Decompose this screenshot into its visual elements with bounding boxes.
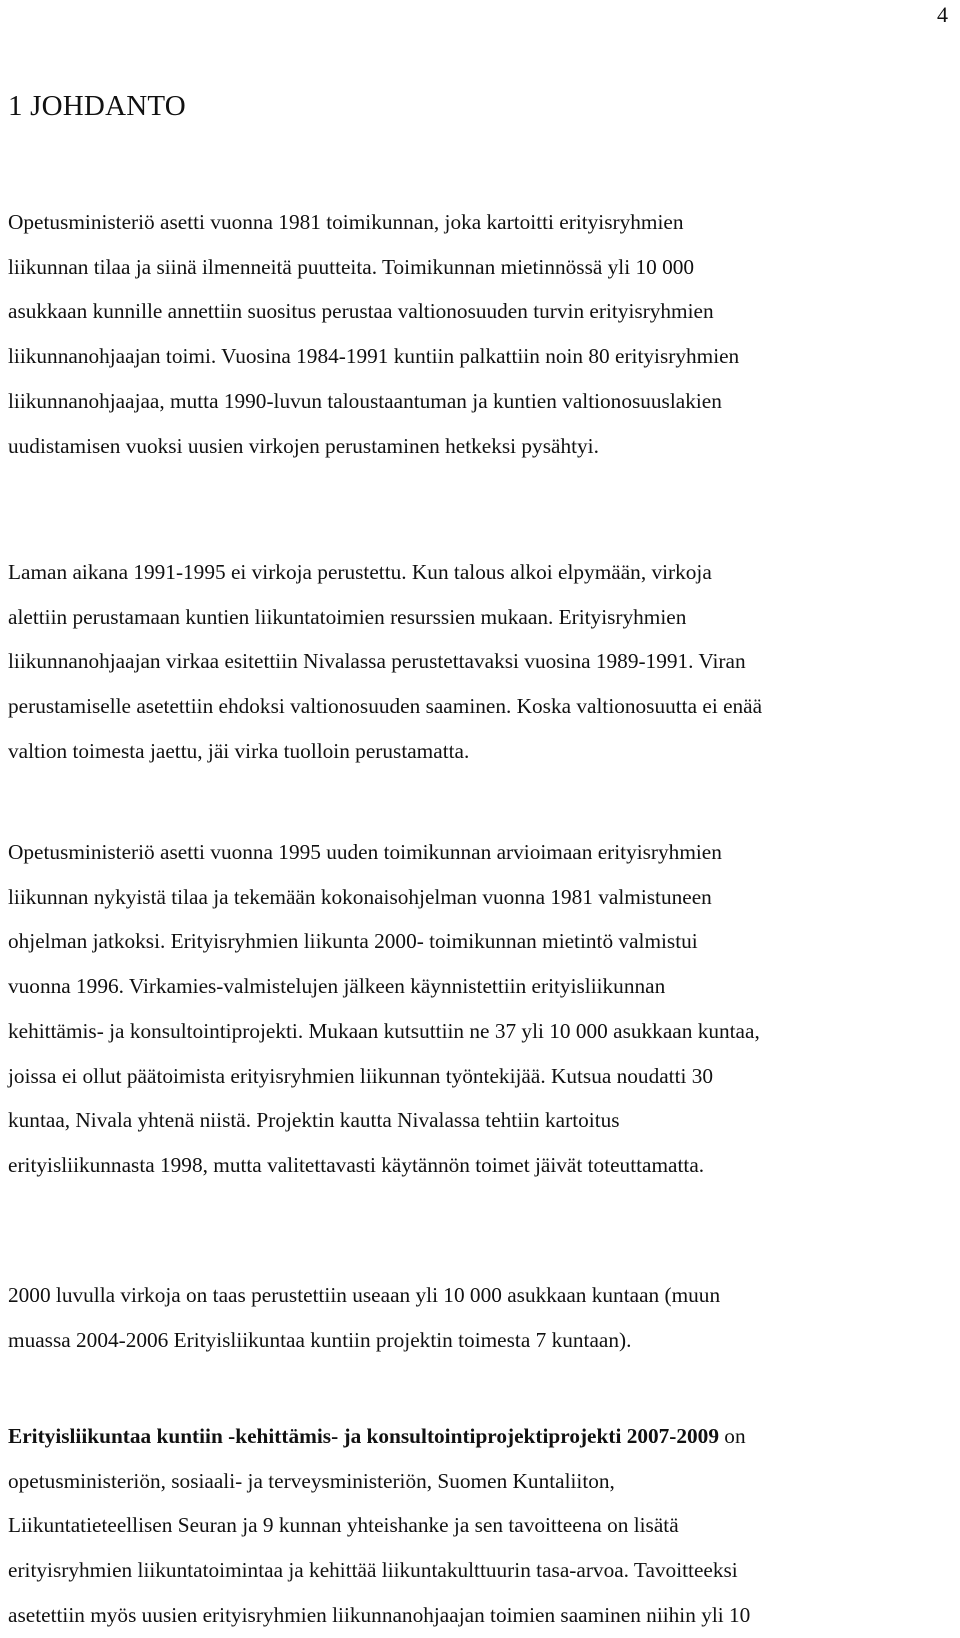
paragraph-text: on	[718, 1424, 746, 1448]
paragraph-line: liikunnanohjaajan virkaa esitettiin Nivalassa perustettavaksi vuosina 1989-1991. Viran	[8, 649, 746, 674]
paragraph-4	[8, 1273, 958, 1362]
paragraph-1	[8, 200, 958, 468]
paragraph-line: uudistamisen vuoksi uusien virkojen perustaminen hetkeksi pysähtyi.	[8, 433, 599, 458]
paragraph-line: valtion toimesta jaettu, jäi virka tuolloin perustamatta.	[8, 738, 470, 763]
paragraph-line: alettiin perustamaan kuntien liikuntatoimien resurssien mukaan. Erityisryhmien	[8, 604, 687, 629]
paragraph-line: liikunnanohjaajaa, mutta 1990-luvun taloustaantuman ja kuntien valtionosuuslakien	[8, 388, 722, 413]
paragraph-line: ohjelman jatkoksi. Erityisryhmien liikunta 2000- toimikunnan mietintö valmistui	[8, 929, 698, 954]
paragraph-line: Liikuntatieteellisen Seuran ja 9 kunnan yhteishanke ja sen tavoitteena on lisätä	[8, 1513, 679, 1538]
paragraph-line: Opetusministeriö asetti vuonna 1981 toimikunnan, joka kartoitti erityisryhmien	[8, 210, 684, 234]
paragraph-line: joissa ei ollut päätoimista erityisryhmien liikunnan työntekijää. Kutsua noudatti 30	[8, 1063, 714, 1088]
paragraph-line: asetettiin myös uusien erityisryhmien liikunnanohjaajan toimien saaminen niihin yli 10	[8, 1602, 751, 1627]
paragraph-3	[8, 830, 958, 1188]
paragraph-line: kuntaa, Nivala yhtenä niistä. Projektin kautta Nivalassa tehtiin kartoitus	[8, 1108, 620, 1133]
paragraph-2	[8, 550, 958, 774]
paragraph-line: vuonna 1996. Virkamies-valmistelujen jälkeen käynnistettiin erityisliikunnan	[8, 974, 666, 999]
page-number: 4	[937, 2, 948, 27]
paragraph-5	[8, 1414, 958, 1638]
chapter-heading: 1 JOHDANTO	[8, 90, 186, 122]
paragraph-line: liikunnan nykyistä tilaa ja tekemään kokonaisohjelman vuonna 1981 valmistuneen	[8, 884, 712, 909]
project-name-bold: Erityisliikuntaa kuntiin -kehittämis- ja konsultointiprojektiprojekti 2007-2009	[8, 1424, 719, 1448]
paragraph-line: opetusministeriön, sosiaali- ja terveysministeriön, Suomen Kuntaliiton,	[8, 1468, 615, 1493]
paragraph-line: erityisliikunnasta 1998, mutta valitettavasti käytännön toimet jäivät toteuttamatta.	[8, 1152, 705, 1177]
paragraph-line: muassa 2004-2006 Erityisliikuntaa kuntiin projektin toimesta 7 kuntaan).	[8, 1327, 632, 1352]
paragraph-line: kehittämis- ja konsultointiprojekti. Mukaan kutsuttiin ne 37 yli 10 000 asukkaan kuntaa,	[8, 1018, 760, 1043]
paragraph-line: Laman aikana 1991-1995 ei virkoja perustettu. Kun talous alkoi elpymään, virkoja	[8, 560, 712, 584]
paragraph-line: liikunnan tilaa ja siinä ilmenneitä puutteita. Toimikunnan mietinnössä yli 10 000	[8, 254, 695, 279]
paragraph-line: 2000 luvulla virkoja on taas perustettiin useaan yli 10 000 asukkaan kuntaan (muun	[8, 1283, 721, 1307]
paragraph-line: erityisryhmien liikuntatoimintaa ja kehittää liikuntakulttuurin tasa-arvoa. Tavoitteeksi	[8, 1558, 738, 1583]
paragraph-line: asukkaan kunnille annettiin suositus perustaa valtionosuuden turvin erityisryhmien	[8, 299, 714, 324]
paragraph-line: liikunnanohjaajan toimi. Vuosina 1984-1991 kuntiin palkattiin noin 80 erityisryhmien	[8, 344, 740, 369]
paragraph-line: perustamiselle asetettiin ehdoksi valtionosuuden saaminen. Koska valtionosuutta ei enää	[8, 694, 763, 719]
paragraph-line: Opetusministeriö asetti vuonna 1995 uuden toimikunnan arvioimaan erityisryhmien	[8, 840, 722, 864]
paragraph-line	[8, 1414, 958, 1459]
